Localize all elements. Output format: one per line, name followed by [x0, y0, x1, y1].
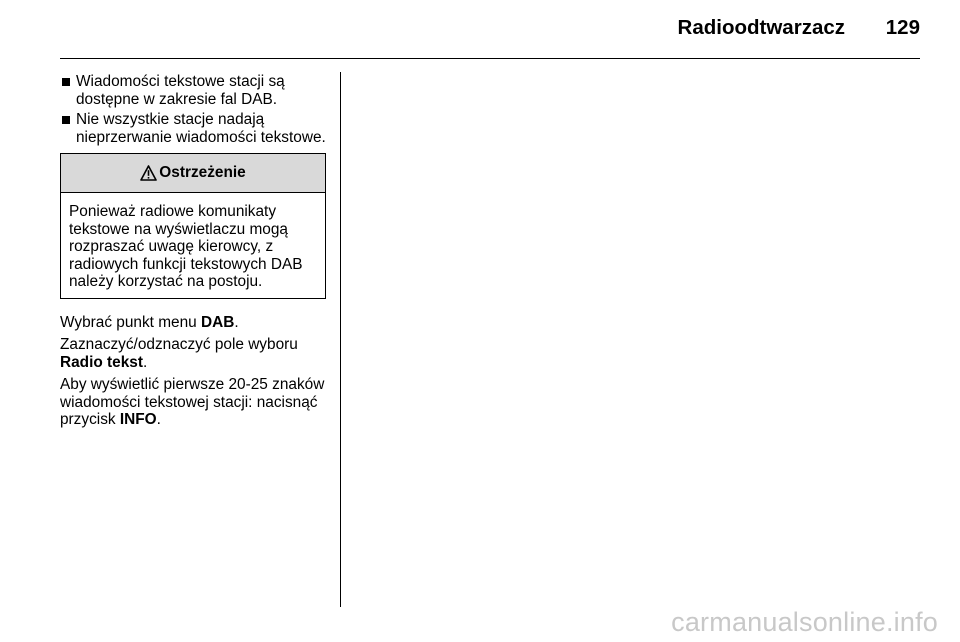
warning-triangle-icon — [140, 165, 157, 181]
warning-text: Ponieważ radiowe komunikaty tekstowe na wyświetlaczu mogą rozpraszać uwagę kierowcy, z radiowych funkcji tekstowych DAB należy korzystać na postoju. — [69, 203, 303, 290]
page-header — [0, 0, 960, 60]
info-button-label: INFO — [119, 411, 157, 428]
paragraph-punctuation: . — [156, 411, 161, 428]
menu-item-dab: DAB — [201, 313, 235, 331]
list-item — [60, 111, 332, 146]
paragraph-select-dab — [60, 314, 332, 332]
paragraph-text: Wybrać punkt menu — [60, 313, 202, 331]
square-bullet-icon — [62, 78, 70, 86]
header-divider — [60, 58, 920, 59]
paragraph-punctuation: . — [234, 313, 239, 331]
warning-title: Ostrzeżenie — [159, 164, 246, 182]
paragraph-info-button — [60, 376, 332, 429]
list-item-text: Nie wszystkie stacje nadają nieprzerwanie wiadomości tekstowe. — [76, 111, 326, 146]
warning-box — [60, 153, 326, 299]
list-item-text: Wiadomości tekstowe stacji są dostępne w zakresie fal DAB. — [76, 73, 285, 108]
watermark: carmanualsonline.info — [671, 607, 938, 637]
bullet-list — [60, 73, 332, 146]
paragraph-punctuation: . — [142, 353, 148, 371]
page-number: 129 — [885, 16, 920, 39]
square-bullet-icon — [62, 116, 70, 124]
paragraph-text: Zaznaczyć/odznaczyć pole wyboru — [60, 336, 298, 353]
section-title: Radioodtwarzacz — [677, 16, 845, 39]
list-item — [60, 73, 332, 108]
checkbox-label-radio-text: Radio tekst — [60, 353, 143, 371]
paragraph-toggle-radio-text — [60, 336, 332, 371]
warning-header — [61, 154, 325, 193]
left-column — [60, 73, 332, 429]
column-divider — [340, 72, 341, 607]
paragraph-text: Aby wyświetlić pierwsze 20-25 znaków wiadomości tekstowej stacji: nacisnąć przycisk — [60, 376, 325, 428]
